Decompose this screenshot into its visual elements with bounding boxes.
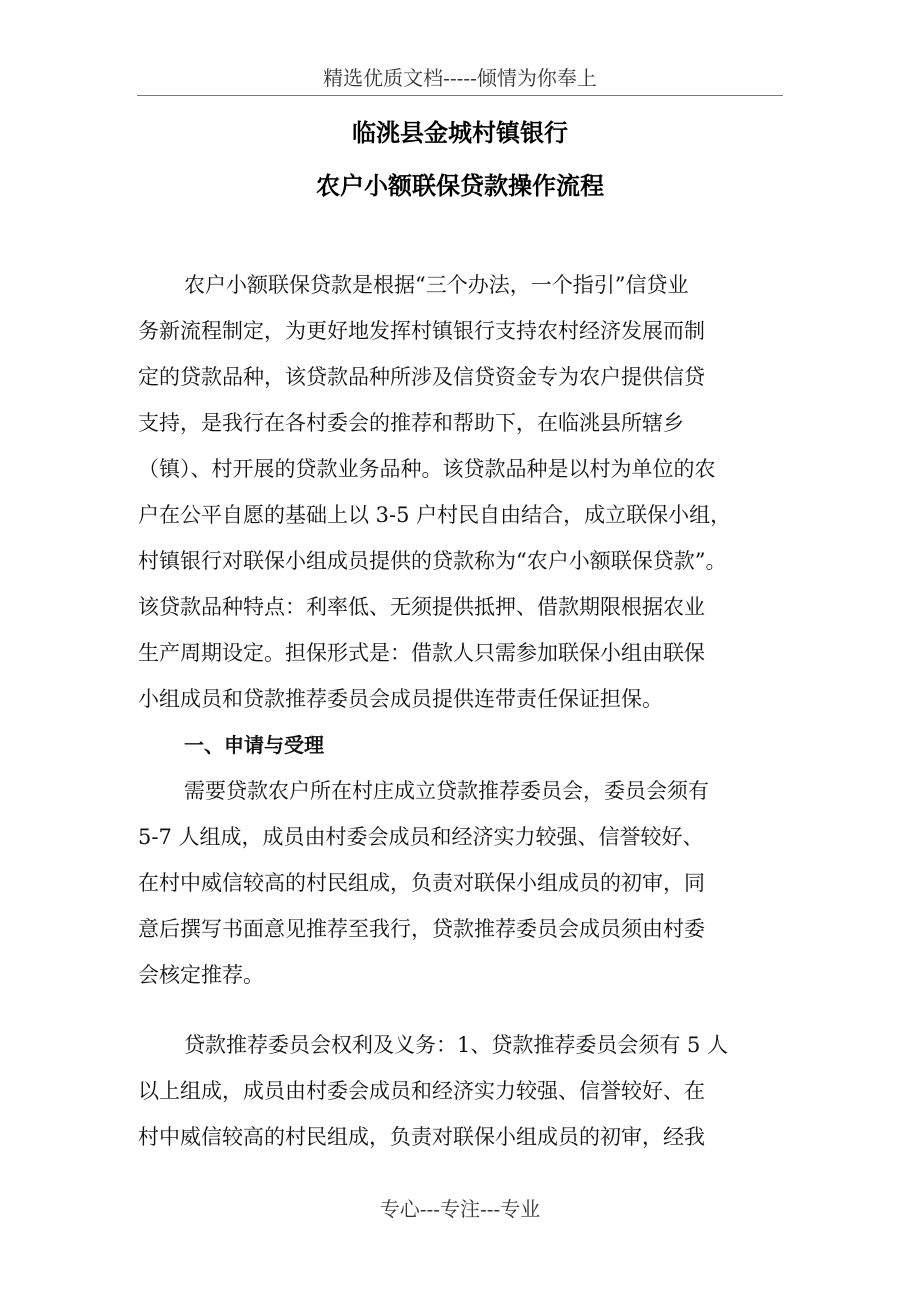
footer-text: 专心---专注---专业 — [379, 1197, 541, 1221]
paragraph-line: 贷款推荐委员会权利及义务：1、贷款推荐委员会须有 5 人 — [184, 1033, 729, 1057]
paragraph-line: （镇）、村开展的贷款业务品种。该贷款品种是以村为单位的农 — [138, 457, 716, 481]
paragraph-line: 小组成员和贷款推荐委员会成员提供连带责任保证担保。 — [138, 687, 663, 711]
document-title-line-1: 临洮县金城村镇银行 — [352, 119, 568, 147]
paragraph-line: 支持，是我行在各村委会的推荐和帮助下，在临洮县所辖乡 — [138, 411, 684, 435]
paragraph-rights-duties — [138, 1022, 798, 1160]
paragraph-spacer — [138, 998, 798, 1022]
paragraph-line: 生产周期设定。担保形式是：借款人只需参加联保小组由联保 — [138, 641, 705, 665]
paragraph-line: 会核定推荐。 — [138, 963, 264, 987]
paragraph-line: 务新流程制定，为更好地发挥村镇银行支持农村经济发展而制 — [138, 319, 705, 343]
section-heading-application: 一、申请与受理 — [184, 733, 324, 757]
paragraph-line: 定的贷款品种，该贷款品种所涉及信贷资金专为农户提供信贷 — [138, 365, 705, 389]
paragraph-committee — [138, 768, 798, 998]
document-title-line-2: 农户小额联保贷款操作流程 — [316, 172, 604, 200]
paragraph-intro — [138, 262, 798, 722]
paragraph-line: 村镇银行对联保小组成员提供的贷款称为“农户小额联保贷款”。 — [138, 549, 727, 573]
paragraph-line: 需要贷款农户所在村庄成立贷款推荐委员会，委员会须有 — [184, 779, 709, 803]
paragraph-line: 农户小额联保贷款是根据“三个办法，一个指引”信贷业 — [184, 273, 689, 297]
paragraph-line: 该贷款品种特点：利率低、无须提供抵押、借款期限根据农业 — [138, 595, 705, 619]
paragraph-line: 户在公平自愿的基础上以 3-5 户村民自由结合，成立联保小组， — [138, 503, 732, 527]
document-body — [138, 262, 798, 1160]
page-header — [137, 62, 783, 96]
header-text: 精选优质文档-----倾情为你奉上 — [323, 66, 597, 90]
paragraph-line: 在村中威信较高的村民组成，负责对联保小组成员的初审，同 — [138, 871, 705, 895]
paragraph-line: 村中威信较高的村民组成，负责对联保小组成员的初审，经我 — [138, 1125, 705, 1149]
page-footer — [0, 1194, 920, 1224]
paragraph-line: 以上组成，成员由村委会成员和经济实力较强、信誉较好、在 — [138, 1079, 705, 1103]
paragraph-line: 5-7 人组成，成员由村委会成员和经济实力较强、信誉较好、 — [138, 825, 704, 849]
paragraph-line: 意后撰写书面意见推荐至我行，贷款推荐委员会成员须由村委 — [138, 917, 705, 941]
